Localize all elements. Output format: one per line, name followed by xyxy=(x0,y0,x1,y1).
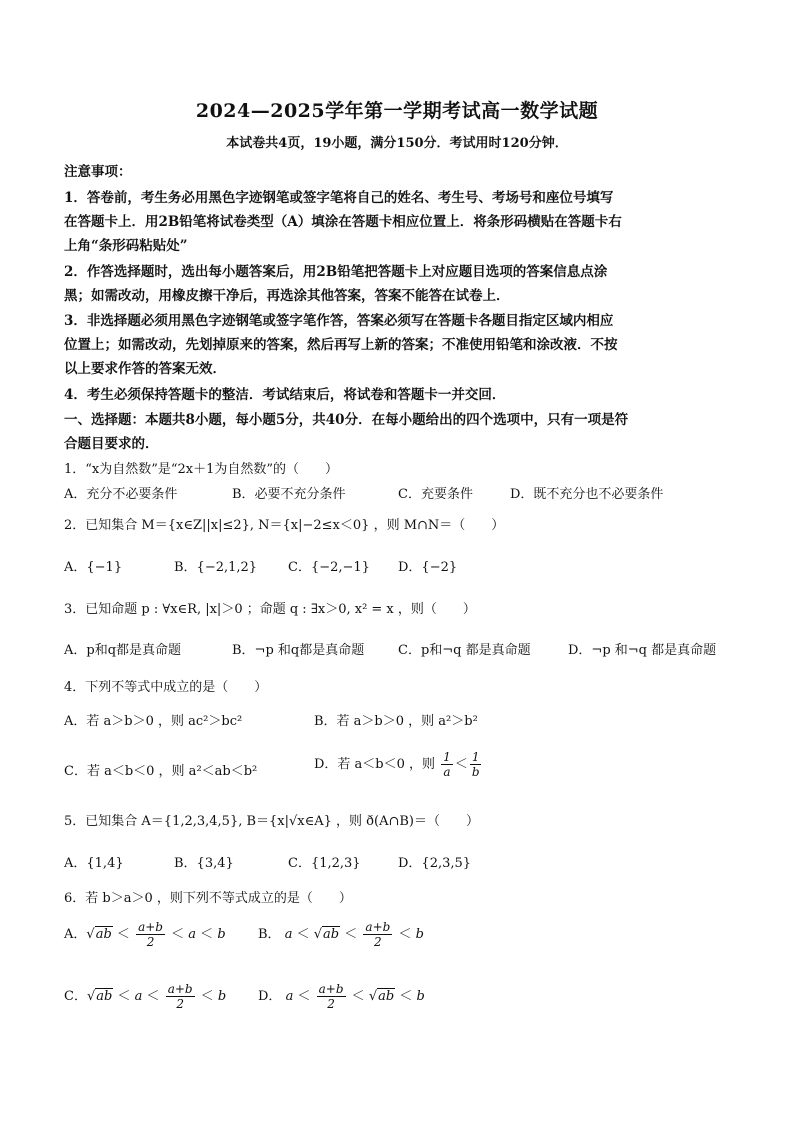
sqrt-radicand: ab xyxy=(378,989,395,1004)
section-heading: 合题目要求的． xyxy=(64,436,159,452)
page-title: 2024—2025学年第一学期考试高一数学试题 xyxy=(195,100,599,122)
fraction-denominator: 2 xyxy=(146,935,155,949)
question-1-option-d: D．既不充分也不必要条件 xyxy=(510,487,664,502)
question-2-option-d: D．{−2} xyxy=(398,560,458,575)
question-3-option-d: D．¬p 和¬q 都是真命题 xyxy=(568,643,717,658)
question-1-option-a: A．充分不必要条件 xyxy=(64,487,178,502)
option-label: C． xyxy=(64,989,87,1004)
question-5-option-d: D．{2,3,5} xyxy=(398,856,472,871)
notice-line: 4．考生必须保持答题卡的整洁．考试结束后，将试卷和答题卡一并交回． xyxy=(64,387,506,403)
notice-heading: 注意事项： xyxy=(64,164,132,180)
variable-a: a xyxy=(188,927,197,942)
option-label: D． xyxy=(258,989,282,1004)
question-2-stem: 2．已知集合 M＝{x∈Z||x|≤2}, N＝{x|−2≤x＜0} ，则 M∩N＝（ ） xyxy=(64,518,505,533)
question-6-stem: 6．若 b＞a＞0 ，则下列不等式成立的是（ ） xyxy=(64,891,352,906)
less-than-sign: ＜ xyxy=(200,989,214,1004)
less-than-sign: ＜ xyxy=(296,927,310,942)
less-than-sign: ＜ xyxy=(297,989,311,1004)
less-than-sign: ＜ xyxy=(399,989,413,1004)
less-than-sign: ＜ xyxy=(117,989,131,1004)
fraction-numerator: a+b xyxy=(365,920,391,934)
option-label: A． xyxy=(64,927,87,942)
fraction-numerator: 1 xyxy=(443,750,451,764)
question-4-option-b: B．若 a＞b＞0 ，则 a²＞b² xyxy=(314,714,478,729)
question-4-option-d xyxy=(314,750,484,779)
question-6-option-b: B． a ＜ √ab ＜ $\frac{a+b}{2}$ ＜ b xyxy=(258,920,424,949)
fraction xyxy=(470,750,482,779)
page-subtitle: 本试卷共4页，19小题，满分150分．考试用时120分钟． xyxy=(226,136,568,151)
less-than-sign: ＜ xyxy=(398,927,412,942)
question-5-option-c: C．{1,2,3} xyxy=(288,856,361,871)
variable-b: b xyxy=(217,927,226,942)
sqrt-radicand: ab xyxy=(96,989,113,1004)
less-than-sign: ＜ xyxy=(351,989,365,1004)
fraction xyxy=(441,750,453,779)
notice-line: 以上要求作答的答案无效． xyxy=(64,361,226,377)
notice-line: 上角“条形码粘贴处” xyxy=(64,238,188,254)
fraction-denominator: 2 xyxy=(374,935,382,949)
variable-b: b xyxy=(415,927,424,942)
question-2-option-b: B．{−2,1,2} xyxy=(174,560,258,575)
notice-line: 黑；如需改动，用橡皮擦干净后，再选涂其他答案，答案不能答在试卷上． xyxy=(64,288,510,304)
question-1-stem: 1．“x为自然数”是“2x＋1为自然数”的（ ） xyxy=(64,462,339,477)
question-5-stem: 5．已知集合 A＝{1,2,3,4,5}, B＝{x|√x∈A} ，则 ð(A∩B)＝（ ） xyxy=(64,814,479,829)
question-2-option-c: C．{−2,−1} xyxy=(288,560,370,575)
notice-line: 3．非选择题必须用黑色字迹钢笔或签字笔作答，答案必须写在答题卡各题目指定区域内相应 xyxy=(64,313,614,329)
less-than-sign: ＜ xyxy=(116,927,130,942)
question-3-option-c: C．p和¬q 都是真命题 xyxy=(398,643,531,658)
question-4-stem: 4．下列不等式中成立的是（ ） xyxy=(64,680,268,695)
question-1-option-c: C．充要条件 xyxy=(398,487,473,502)
fraction xyxy=(136,920,165,949)
fraction-denominator: b xyxy=(471,765,480,779)
question-4-option-c: C．若 a＜b＜0 ，则 a²＜ab＜b² xyxy=(64,764,258,779)
option-label: B． xyxy=(258,927,281,942)
fraction-denominator: 2 xyxy=(327,997,335,1011)
variable-b: b xyxy=(217,989,227,1004)
question-6-option-a: A．√ab ＜ $\frac{a+b}{2}$ ＜ a ＜ b xyxy=(64,920,226,949)
question-3-option-a: A．p和q都是真命题 xyxy=(64,643,182,658)
less-than-sign: ＜ xyxy=(171,927,185,942)
fraction-numerator: a+b xyxy=(138,920,163,934)
notice-line: 1．答卷前，考生务必用黑色字迹钢笔或签字笔将自己的姓名、考生号、考场号和座位号填写 xyxy=(64,190,614,206)
section-heading: 一、选择题：本题共8小题，每小题5分，共40分．在每小题给出的四个选项中，只有一项是符 xyxy=(64,412,629,428)
less-than-sign: ＜ xyxy=(200,927,214,942)
fraction xyxy=(317,982,346,1011)
question-3-stem: 3．已知命题 p : ∀x∈R, |x|＞0 ；命题 q : ∃x＞0, x² = x ，则（ ） xyxy=(64,602,476,617)
fraction xyxy=(166,982,195,1011)
question-4-option-a: A．若 a＞b＞0 ，则 ac²＞bc² xyxy=(64,714,243,729)
question-6-option-c: C．√ab ＜ a ＜ $\frac{a+b}{2}$ ＜ b xyxy=(64,982,227,1011)
question-6-option-d: D． a ＜ $\frac{a+b}{2}$ ＜ √ab ＜ b xyxy=(258,982,425,1011)
variable-a: a xyxy=(285,989,294,1004)
fraction-numerator: a+b xyxy=(318,982,344,996)
notice-line: 2．作答选择题时，选出每小题答案后，用2B铅笔把答题卡上对应题目选项的答案信息点涂 xyxy=(64,264,608,280)
fraction-numerator: a+b xyxy=(167,982,193,996)
sqrt-radicand: ab xyxy=(95,927,112,942)
fraction-numerator: 1 xyxy=(471,750,480,764)
question-3-option-b: B．¬p 和q都是真命题 xyxy=(232,643,365,658)
less-than-sign: ＜ xyxy=(344,927,358,942)
fraction-denominator: a xyxy=(443,765,451,779)
fraction-denominator: 2 xyxy=(176,997,184,1011)
question-5-option-b: B．{3,4} xyxy=(174,856,234,871)
question-1-option-b: B．必要不充分条件 xyxy=(232,487,346,502)
variable-a: a xyxy=(284,927,293,942)
sqrt-radicand: ab xyxy=(323,927,340,942)
less-than-sign: ＜ xyxy=(146,989,160,1004)
notice-line: 位置上；如需改动，先划掉原来的答案，然后再写上新的答案；不准使用铅笔和涂改液．不按 xyxy=(64,337,618,353)
fraction xyxy=(363,920,392,949)
question-2-option-a: A．{−1} xyxy=(64,560,123,575)
variable-a: a xyxy=(134,989,143,1004)
variable-b: b xyxy=(416,989,425,1004)
notice-line: 在答题卡上．用2B铅笔将试卷类型（A）填涂在答题卡相应位置上．将条形码横贴在答题卡右 xyxy=(64,214,622,230)
question-4-option-d-text: D．若 a＜b＜0 ，则 xyxy=(314,757,436,772)
question-5-option-a: A．{1,4} xyxy=(64,856,124,871)
less-than-sign: ＜ xyxy=(454,757,468,772)
